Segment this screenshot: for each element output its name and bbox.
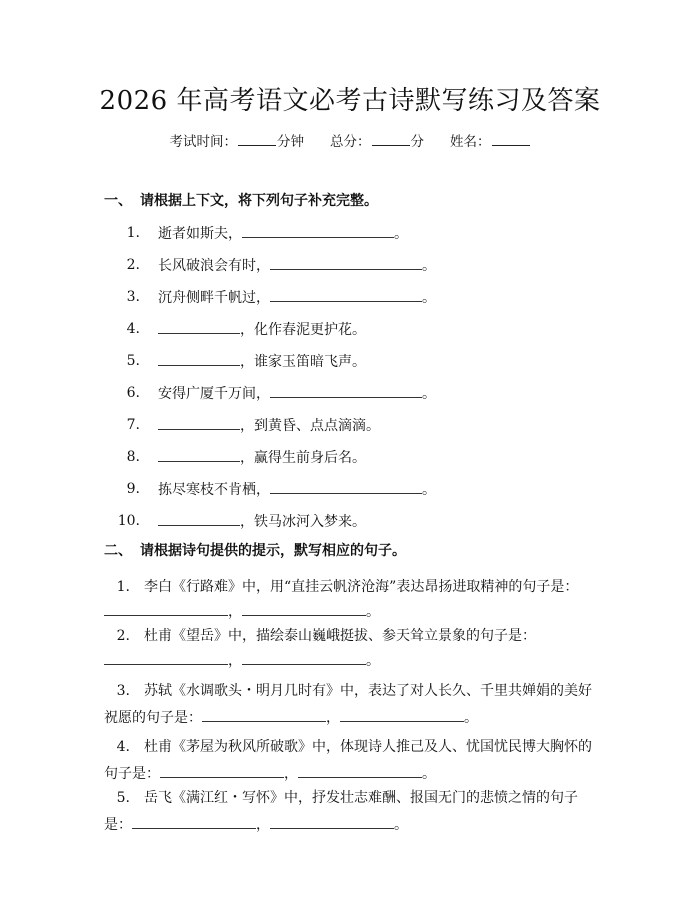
answer-blank[interactable]	[270, 814, 394, 829]
item-text	[158, 287, 436, 308]
answer-blank[interactable]	[104, 650, 228, 665]
item-text	[158, 415, 380, 436]
item-number: 1.	[116, 579, 130, 595]
item-number: 8.	[126, 449, 140, 465]
name-label: 姓名：	[450, 134, 491, 150]
answer-line	[104, 704, 600, 733]
item-number: 2.	[126, 257, 140, 273]
question-item	[104, 733, 600, 789]
answer-blank[interactable]	[270, 383, 422, 398]
item-text	[158, 255, 436, 276]
list-item	[110, 319, 590, 339]
item-number: 5.	[116, 790, 130, 806]
item-prompt: ，谁家玉笛暗飞声。	[240, 354, 366, 370]
question-line	[104, 733, 600, 762]
section-1-heading	[104, 191, 378, 211]
answer-blank[interactable]	[158, 415, 240, 430]
question-prompt-cont: 祝愿的句子是：	[104, 710, 202, 726]
score-blank[interactable]	[372, 132, 410, 146]
question-prompt: 杜甫《茅屋为秋风所破歌》中，体现诗人推己及人、忧国忧民博大胸怀的	[144, 739, 592, 755]
section-2-number: 二、	[104, 543, 132, 559]
section-1-number: 一、	[104, 193, 132, 209]
item-number: 3.	[126, 289, 140, 305]
question-item	[104, 677, 600, 733]
question-prompt: 杜甫《望岳》中，描绘泰山巍峨挺拔、参天耸立景象的句子是：	[144, 628, 536, 644]
end-mark: 。	[464, 710, 478, 726]
separator: ，	[256, 817, 270, 833]
item-number: 4.	[116, 739, 130, 755]
answer-blank[interactable]	[104, 601, 228, 616]
list-item	[110, 447, 590, 467]
end-mark: 。	[394, 817, 408, 833]
question-prompt: 李白《行路难》中，用“直挂云帆济沧海”表达昂扬进取精神的句子是：	[144, 579, 579, 595]
item-number: 2.	[116, 628, 130, 644]
item-number: 5.	[126, 353, 140, 369]
end-mark: 。	[422, 766, 436, 782]
question-prompt-cont: 是：	[104, 817, 132, 833]
question-prompt: 岳飞《满江红・写怀》中，抒发壮志难酬、报国无门的悲愤之情的句子	[144, 790, 578, 806]
time-unit: 分钟	[277, 134, 304, 150]
list-item	[110, 287, 590, 307]
answer-line	[104, 811, 600, 840]
item-suffix: 。	[394, 226, 408, 242]
answer-blank[interactable]	[158, 351, 240, 366]
item-prompt: 安得广厦千万间，	[158, 386, 270, 402]
section-2-heading	[104, 541, 406, 561]
separator: ，	[228, 653, 242, 669]
item-text	[158, 511, 366, 532]
item-text	[158, 447, 366, 468]
item-prompt: ，到黄昏、点点滴滴。	[240, 418, 380, 434]
answer-line	[104, 647, 600, 676]
answer-blank[interactable]	[270, 287, 422, 302]
item-prompt: ，铁马冰河入梦来。	[240, 514, 366, 530]
item-prompt: 拣尽寒枝不肯栖，	[158, 482, 270, 498]
section-1-title: 请根据上下文，将下列句子补充完整。	[140, 193, 378, 209]
item-suffix: 。	[422, 290, 436, 306]
section-2-title: 请根据诗句提供的提示，默写相应的句子。	[140, 543, 406, 559]
item-number: 3.	[116, 683, 130, 699]
item-number: 9.	[126, 481, 140, 497]
answer-blank[interactable]	[242, 601, 366, 616]
score-label: 总分：	[330, 134, 371, 150]
item-number: 4.	[126, 321, 140, 337]
list-item	[110, 351, 590, 371]
answer-blank[interactable]	[160, 763, 284, 778]
item-text	[158, 351, 366, 372]
end-mark: 。	[366, 604, 380, 620]
separator: ，	[284, 766, 298, 782]
list-item	[110, 415, 590, 435]
item-suffix: 。	[422, 482, 436, 498]
answer-blank[interactable]	[158, 511, 240, 526]
score-unit: 分	[410, 134, 424, 150]
item-prompt: 逝者如斯夫，	[158, 226, 242, 242]
name-blank[interactable]	[492, 132, 530, 146]
list-item	[110, 223, 590, 243]
item-number: 10.	[117, 513, 140, 529]
page-title: 2026 年高考语文必考古诗默写练习及答案	[99, 86, 601, 116]
answer-blank[interactable]	[298, 763, 422, 778]
item-text	[158, 319, 366, 340]
separator: ，	[228, 604, 242, 620]
item-prompt: ，赢得生前身后名。	[240, 450, 366, 466]
item-prompt: 长风破浪会有时，	[158, 258, 270, 274]
exam-meta	[0, 132, 700, 151]
answer-blank[interactable]	[158, 319, 240, 334]
question-prompt-cont: 句子是：	[104, 766, 160, 782]
answer-blank[interactable]	[242, 650, 366, 665]
item-text	[158, 479, 436, 500]
item-number: 7.	[126, 417, 140, 433]
question-line	[104, 677, 600, 706]
answer-blank[interactable]	[270, 479, 422, 494]
list-item	[110, 511, 590, 531]
item-number: 1.	[126, 225, 140, 241]
item-text	[158, 383, 436, 404]
time-blank[interactable]	[238, 132, 276, 146]
answer-blank[interactable]	[158, 447, 240, 462]
answer-blank[interactable]	[132, 814, 256, 829]
answer-blank[interactable]	[202, 707, 326, 722]
answer-blank[interactable]	[242, 223, 394, 238]
answer-blank[interactable]	[270, 255, 422, 270]
time-label: 考试时间：	[169, 134, 237, 150]
item-suffix: 。	[422, 258, 436, 274]
list-item	[110, 255, 590, 275]
separator: ，	[326, 710, 340, 726]
question-item	[104, 622, 600, 676]
item-suffix: 。	[422, 386, 436, 402]
item-prompt: ，化作春泥更护花。	[240, 322, 366, 338]
question-prompt: 苏轼《水调歌头・明月几时有》中，表达了对人长久、千里共婵娟的美好	[144, 683, 592, 699]
question-item	[104, 784, 600, 840]
item-text	[158, 223, 408, 244]
question-line	[104, 784, 600, 813]
answer-blank[interactable]	[340, 707, 464, 722]
question-item	[104, 573, 600, 627]
item-number: 6.	[126, 385, 140, 401]
item-prompt: 沉舟侧畔千帆过，	[158, 290, 270, 306]
list-item	[110, 383, 590, 403]
end-mark: 。	[366, 653, 380, 669]
list-item	[110, 479, 590, 499]
